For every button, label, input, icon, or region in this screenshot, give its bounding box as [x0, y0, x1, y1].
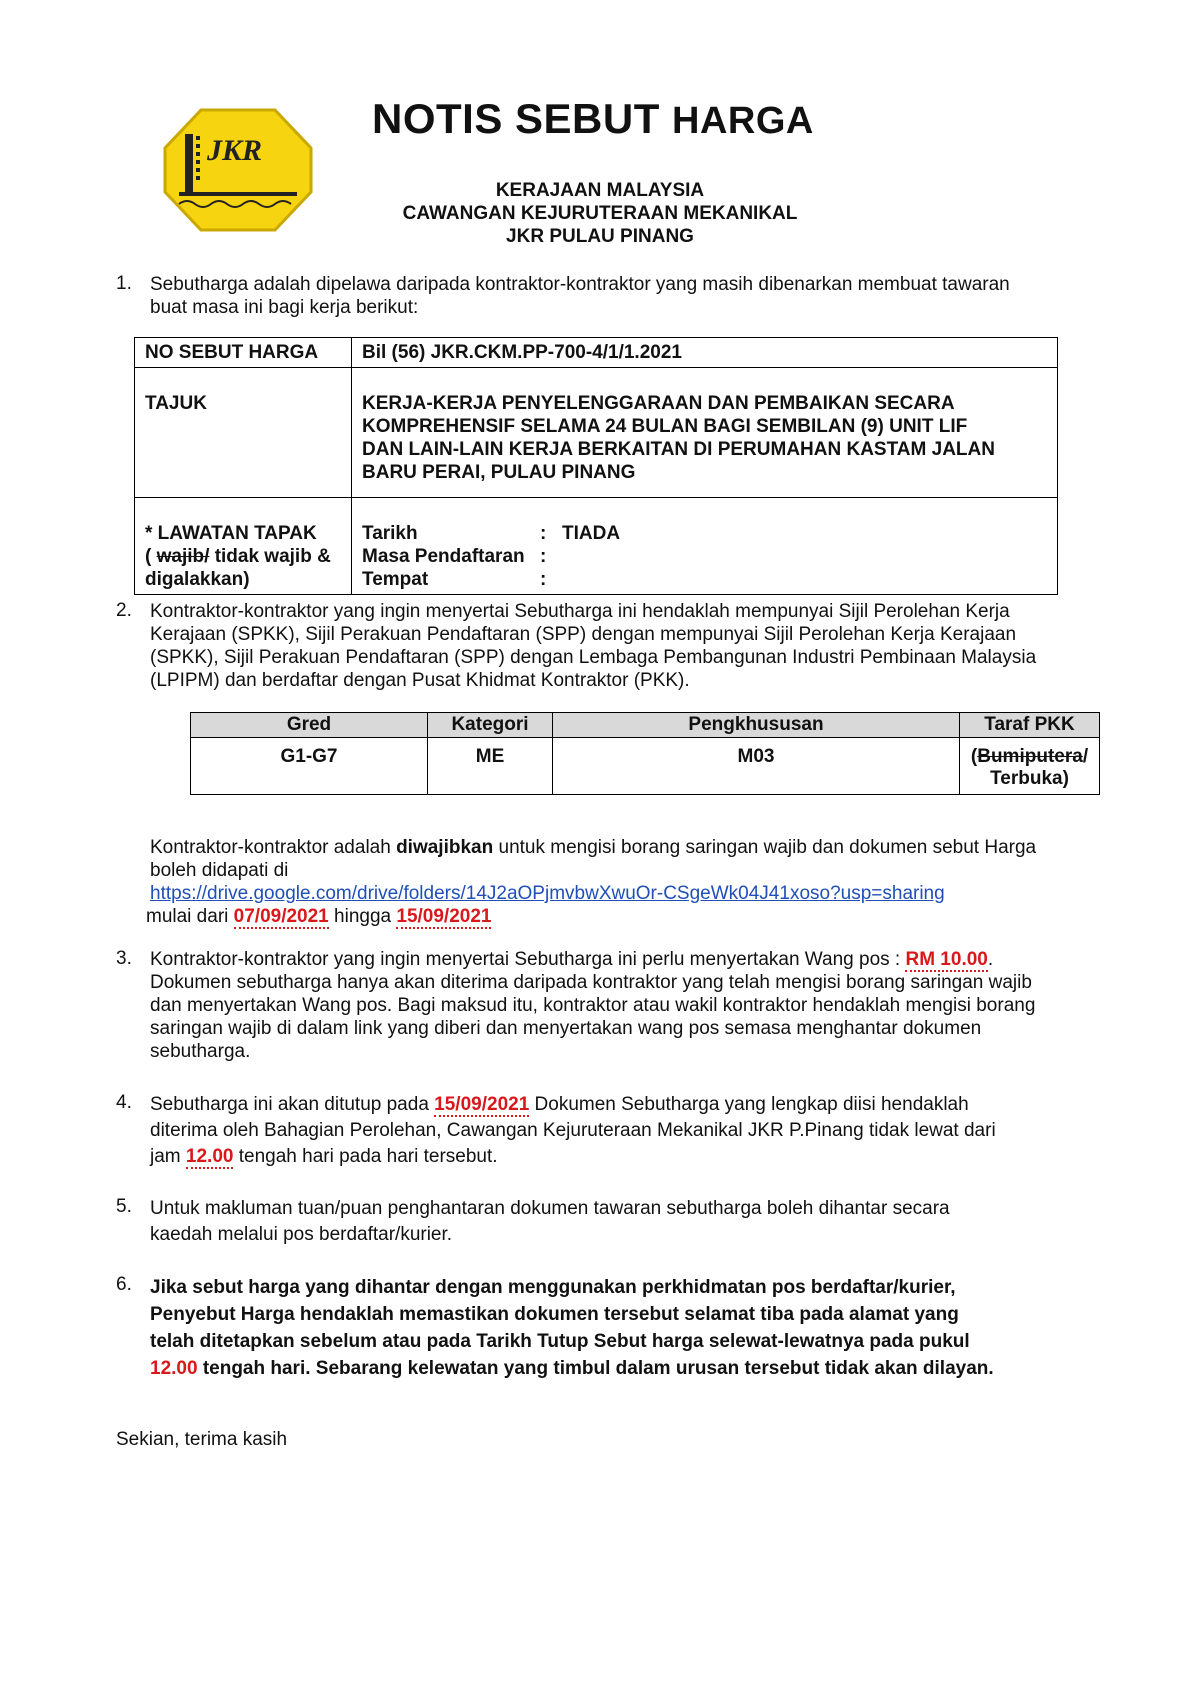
paragraph-1	[150, 273, 1070, 319]
contractor-grade-table	[190, 712, 1100, 795]
p2-line: (LPIPM) dan berdaftar dengan Pusat Khidmat Kontraktor (PKK).	[150, 670, 690, 691]
lawatan-rest: tidak wajib &	[214, 546, 331, 567]
cell-gred: G1-G7	[191, 738, 428, 795]
closing-text: Sekian, terima kasih	[116, 1429, 288, 1450]
p5-line: kaedah melalui pos berdaftar/kurier.	[150, 1224, 453, 1245]
p4-line	[150, 1092, 1050, 1118]
taraf-line-1	[964, 746, 1095, 768]
p4-number: 4.	[116, 1092, 132, 1113]
from-date: 07/09/2021	[233, 906, 329, 927]
p3-line: Dokumen sebutharga hanya akan diterima daripada kontraktor yang telah mengisi borang saringan wajib	[150, 972, 1032, 993]
colon: :	[540, 546, 547, 567]
cell-taraf-pkk	[960, 738, 1100, 795]
p3-line: saringan wajib di dalam link yang diberi dan menyertakan wang pos semasa menghantar dokumen	[150, 1018, 982, 1039]
cell-pengkhususan: M03	[553, 738, 960, 795]
p5-line: Untuk makluman tuan/puan penghantaran dokumen tawaran sebutharga boleh dihantar secara	[150, 1198, 950, 1219]
p6-line	[150, 1355, 1038, 1382]
no-sebut-harga-label: NO SEBUT HARGA	[135, 338, 352, 368]
org-line-3: JKR PULAU PINANG	[506, 226, 694, 247]
p5-number: 5.	[116, 1196, 132, 1217]
document-title	[372, 95, 814, 143]
taraf-line-2: Terbuka)	[990, 768, 1069, 789]
p2-number: 2.	[116, 600, 132, 621]
title-end: HARGA	[672, 100, 814, 142]
p6-number: 6.	[116, 1274, 132, 1295]
p3-number: 3.	[116, 948, 132, 969]
p4-jam: jam	[150, 1146, 186, 1167]
lawatan-line	[145, 545, 341, 568]
p1-number: 1.	[116, 273, 132, 294]
jkr-logo	[163, 108, 313, 232]
paragraph-3	[150, 948, 1070, 1063]
p2-line: Kontraktor-kontraktor yang ingin menyertai Sebutharga ini hendaklah mempunyai Sijil Perolehan Kerja	[150, 601, 1010, 622]
title-main: NOTIS SEBUT	[372, 95, 660, 142]
p6-line: telah ditetapkan sebelum atau pada Tarikh Tutup Sebut harga selewat-lewatnya pada pukul	[150, 1331, 970, 1352]
p1-line: Sebutharga adalah dipelawa daripada kontraktor-kontraktor yang masih dibenarkan membuat tawaran	[150, 274, 1010, 295]
p6-tail: tengah hari. Sebarang kelewatan yang timbul dalam urusan tersebut tidak akan dilayan.	[197, 1358, 994, 1379]
header-gred: Gred	[191, 713, 428, 738]
paragraph-4	[150, 1092, 1050, 1170]
tajuk-value	[352, 368, 1058, 498]
p3-line	[150, 948, 1070, 971]
date-range	[146, 905, 1070, 928]
tajuk-line: BARU PERAI, PULAU PINANG	[362, 462, 636, 483]
tempat-label: Tempat	[362, 569, 429, 590]
tarikh-label: Tarikh	[362, 523, 418, 544]
p2-line: (SPKK), Sijil Perakuan Pendaftaran (SPP) dengan Lembaga Pembangunan Industri Pembinaan Malaysia	[150, 647, 1037, 668]
tajuk-line: KOMPREHENSIF SELAMA 24 BULAN BAGI SEMBILAN (9) UNIT LIF	[362, 416, 968, 437]
tajuk-line: KERJA-KERJA PENYELENGGARAAN DAN PEMBAIKAN SECARA	[362, 393, 955, 414]
paragraph-6	[150, 1274, 1038, 1382]
p6-line: Jika sebut harga yang dihantar dengan menggunakan perkhidmatan pos berdaftar/kurier,	[150, 1277, 956, 1298]
closing-time: 12.00	[185, 1146, 234, 1167]
header-pengkhususan: Pengkhususan	[553, 713, 960, 738]
lawatan-tapak-details	[352, 498, 1058, 595]
closing-date: 15/09/2021	[434, 1094, 530, 1115]
from-label: mulai dari	[146, 906, 234, 927]
p3-line: sebutharga.	[150, 1041, 251, 1062]
p4-post: Dokumen Sebutharga yang lengkap diisi hendaklah	[529, 1094, 969, 1115]
tarikh-value: TIADA	[562, 523, 621, 544]
tajuk-label: TAJUK	[135, 368, 352, 498]
no-sebut-harga-value: Bil (56) JKR.CKM.PP-700-4/1/1.2021	[352, 338, 1058, 368]
taraf-strike: Bumiputera	[977, 746, 1083, 767]
wajib-line-1	[150, 836, 1070, 859]
tender-info-table	[134, 337, 1058, 595]
postal-amount: RM 10.00	[905, 949, 988, 970]
wajib-post: untuk mengisi borang saringan wajib dan dokumen sebut Harga	[493, 837, 1037, 858]
p4-line	[150, 1144, 1050, 1170]
to-label: hingga	[328, 906, 397, 927]
lawatan-open: (	[145, 546, 152, 567]
tajuk-line: DAN LAIN-LAIN KERJA BERKAITAN DI PERUMAHAN KASTAM JALAN	[362, 439, 995, 460]
taraf-slash: /	[1082, 746, 1089, 767]
wajib-bold: diwajibkan	[396, 837, 494, 858]
p3-line: dan menyertakan Wang pos. Bagi maksud itu, kontraktor atau wakil kontraktor hendaklah mengisi borang	[150, 995, 1036, 1016]
p2-line: Kerajaan (SPKK), Sijil Perakuan Pendaftaran (SPP) dengan mempunyai Sijil Perolehan Kerja Kerajaan	[150, 624, 1017, 645]
p1-line: buat masa ini bagi kerja berikut:	[150, 297, 419, 318]
lawatan-line: * LAWATAN TAPAK	[145, 523, 317, 544]
wajib-note	[146, 836, 1070, 928]
colon: :	[540, 523, 547, 544]
p3-pre: Kontraktor-kontraktor yang ingin menyertai Sebutharga ini perlu menyertakan Wang pos :	[150, 949, 906, 970]
p3-post: .	[987, 949, 994, 970]
paragraph-2	[150, 600, 1070, 692]
p6-line: Penyebut Harga hendaklah memastikan dokumen tersebut selamat tiba pada alamat yang	[150, 1304, 959, 1325]
google-drive-link[interactable]: https://drive.google.com/drive/folders/14J2aOPjmvbwXwuOr-CSgeWk04J41xoso?usp=sharing	[150, 883, 945, 904]
header-taraf-pkk: Taraf PKK	[960, 713, 1100, 738]
p6-time: 12.00	[150, 1358, 198, 1379]
masa-pendaftaran-label: Masa Pendaftaran	[362, 546, 525, 567]
svg-text:JKR: JKR	[207, 134, 263, 167]
p4-pre: Sebutharga ini akan ditutup pada	[150, 1094, 435, 1115]
p4-line: diterima oleh Bahagian Perolehan, Cawangan Kejuruteraan Mekanikal JKR P.Pinang tidak lewat dari	[150, 1120, 996, 1141]
cell-kategori: ME	[428, 738, 553, 795]
p4-tail: tengah hari pada hari tersebut.	[233, 1146, 498, 1167]
org-line-1: KERAJAAN MALAYSIA	[495, 180, 705, 201]
wajib-line-2: boleh didapati di	[150, 860, 289, 881]
header-kategori: Kategori	[428, 713, 553, 738]
colon: :	[540, 569, 547, 590]
org-line-2: CAWANGAN KEJURUTERAAN MEKANIKAL	[402, 203, 798, 224]
taraf-open: (	[970, 746, 978, 767]
to-date: 15/09/2021	[396, 906, 492, 927]
paragraph-5	[150, 1196, 1038, 1248]
lawatan-line: digalakkan)	[145, 569, 250, 590]
wajib-pre: Kontraktor-kontraktor adalah	[150, 837, 397, 858]
lawatan-tapak-label	[135, 498, 352, 595]
lawatan-strike: wajib/	[156, 546, 210, 567]
